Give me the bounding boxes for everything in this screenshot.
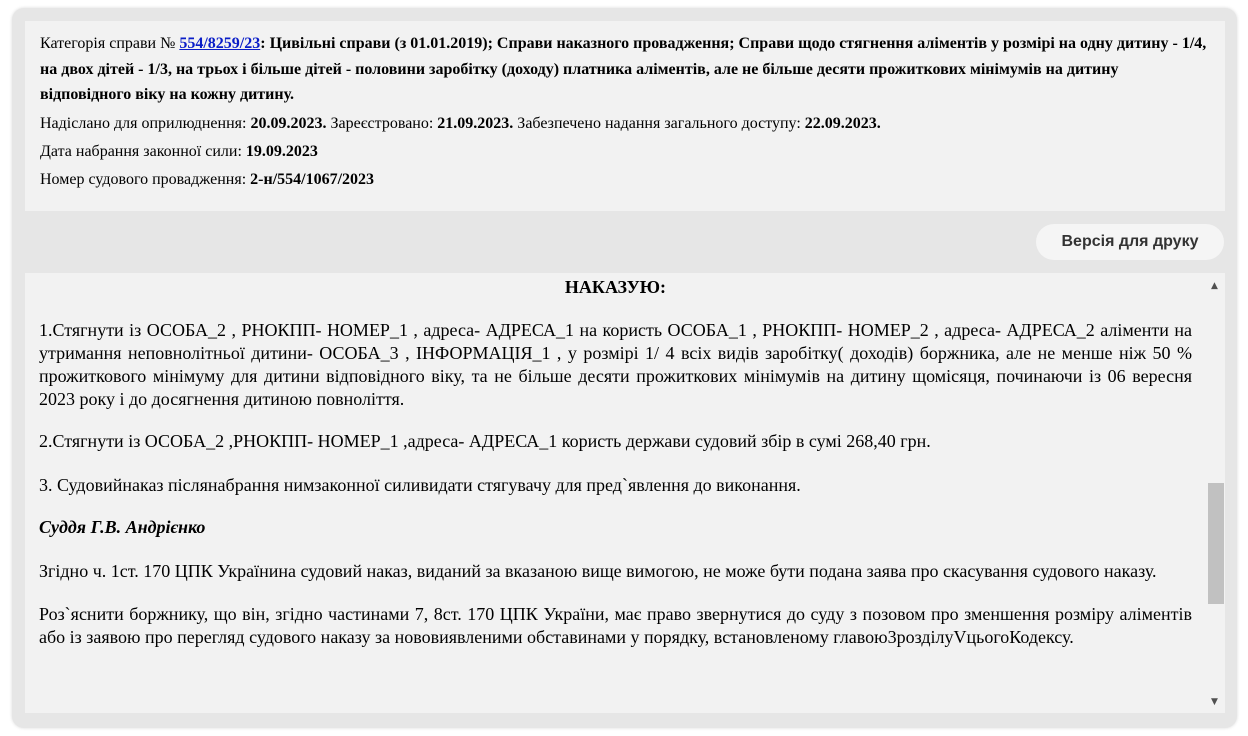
print-version-button[interactable]: Версія для друку xyxy=(1036,224,1224,260)
proceeding-label: Номер судового провадження: xyxy=(40,170,251,188)
category-text: : Цивільні справи (з 01.01.2019); Справи наказного провадження; Справи щодо стягнення аліментів у розмірі на одну дитину - 1/4, на двох дітей - 1/3, на трьох і більше дітей - половини заробітку (доходу) платника аліментів, але не більше десяти прожиткових мінімумів на дитину відповідного віку на кожну дитину. xyxy=(40,35,1207,103)
case-category xyxy=(40,31,1209,108)
sent-label: Надіслано для оприлюднення: xyxy=(40,114,251,132)
triangle-up-icon[interactable]: ▲ xyxy=(1211,281,1218,291)
paragraph-1: 1.Стягнути із ОСОБА_2 , РНОКПП- НОМЕР_1 , адреса- АДРЕСА_1 на користь ОСОБА_1 , РНОКПП- НОМЕР_2 , адреса- АДРЕСА_2 аліменти на утримання неповнолітньої дитини- ОСОБА_3 , ІНФОРМАЦІЯ_1 , у розмірі 1/ 4 всіх видів заробітку( доходів) боржника, але не менше ніж 50 % прожиткового мінімуму для дитини відповідного віку, та не більше десяти прожиткових мінімумів на дитину щомісяця, починаючи із 06 вересня 2023 року і до досягнення дитиною повноліття. xyxy=(39,320,1192,409)
document-panel xyxy=(25,273,1225,713)
document-text xyxy=(39,273,1192,649)
vertical-scrollbar[interactable] xyxy=(1204,273,1225,713)
sent-date: 20.09.2023. xyxy=(250,114,327,132)
registered-label: Зареєстровано: xyxy=(326,114,438,132)
effective-date: 19.09.2023 xyxy=(245,142,318,160)
order-heading: НАКАЗУЮ: xyxy=(564,277,667,297)
case-container xyxy=(12,8,1237,728)
paragraph-4: Згідно ч. 1ст. 170 ЦПК Українина судовий наказ, виданий за вказаною вище вимогою, не може бути подана заява про скасування судового наказу. xyxy=(39,561,1157,581)
effective-date-line xyxy=(40,139,1209,165)
proceeding-number: 2-н/554/1067/2023 xyxy=(250,170,375,188)
case-number-link[interactable]: 554/8259/23 xyxy=(179,35,261,52)
paragraph-5: Роз`яснити боржнику, що він, згідно частинами 7, 8ст. 170 ЦПК України, має право звернутися до суду з позовом про зменшення розміру аліментів або із заявою про перегляд судового наказу за нововиявленими обставинами у порядку, встановленому главою3розділуVцьогоКодексу. xyxy=(39,604,1192,647)
paragraph-2: 2.Стягнути із ОСОБА_2 ,РНОКПП- НОМЕР_1 ,адреса- АДРЕСА_1 користь держави судовий збір в сумі 268,40 грн. xyxy=(39,431,931,451)
scrollbar-thumb[interactable] xyxy=(1208,483,1224,604)
access-label: Забезпечено надання загального доступу: xyxy=(513,114,805,132)
effective-label: Дата набрання законної сили: xyxy=(40,142,246,160)
case-info-card xyxy=(25,21,1225,211)
publication-dates xyxy=(40,111,1209,137)
paragraph-3: 3. Судовийнаказ післянабрання нимзаконної силивидати стягувачу для пред`явлення до виконання. xyxy=(39,475,801,495)
proceeding-number-line xyxy=(40,167,1209,193)
registered-date: 21.09.2023. xyxy=(437,114,514,132)
access-date: 22.09.2023. xyxy=(804,114,881,132)
judge-signature: Суддя Г.В. Андрієнко xyxy=(39,517,206,537)
triangle-down-icon[interactable]: ▼ xyxy=(1211,697,1218,707)
category-prefix: Категорія справи № xyxy=(40,35,180,52)
